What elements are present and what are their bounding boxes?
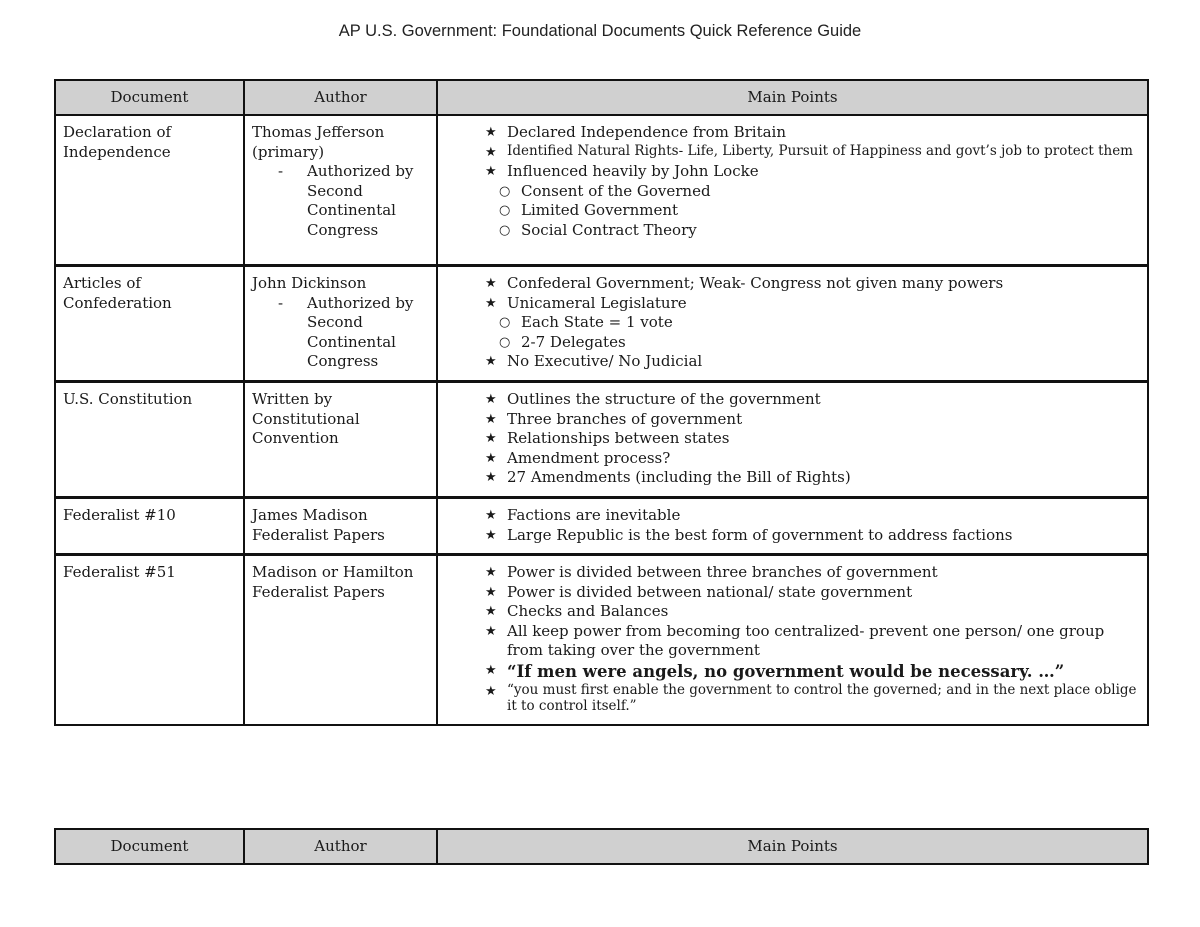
- author-cell: [244, 115, 437, 266]
- author-name: Thomas Jefferson (primary): [252, 123, 385, 161]
- list-item: ★ Confederal Government; Weak- Congress not given many powers: [485, 274, 1004, 292]
- author-cell: Madison or Hamilton Federalist Papers: [244, 555, 437, 726]
- star-icon: ★: [485, 508, 497, 523]
- list-item: ○ Social Contract Theory: [499, 220, 697, 239]
- star-icon: ★: [485, 527, 497, 543]
- document-cell: Declaration of Independence: [55, 115, 244, 266]
- author-cell: James Madison Federalist Papers: [244, 498, 437, 555]
- author-cell: [244, 266, 437, 382]
- dash-bullet: -: [278, 293, 284, 312]
- circle-bullet-icon: ○: [499, 203, 511, 218]
- main-points-cell: [437, 382, 1148, 498]
- list-item: ★ Three branches of government: [485, 409, 743, 428]
- table-row: [55, 498, 1148, 555]
- table-row: [55, 382, 1148, 498]
- table-row: [55, 555, 1148, 726]
- list-item: ○ 2-7 Delegates: [499, 332, 626, 351]
- star-icon: ★: [485, 392, 497, 407]
- list-item: ★ Relationships between states: [485, 429, 730, 447]
- header-main-points: Main Points: [437, 829, 1148, 864]
- list-item: ○ Consent of the Governed: [499, 181, 711, 200]
- header-document: Document: [55, 80, 244, 115]
- star-icon: ★: [485, 295, 497, 311]
- header-main-points: Main Points: [437, 80, 1148, 115]
- star-icon: ★: [485, 125, 497, 140]
- star-icon: ★: [485, 144, 497, 160]
- main-points-cell: [437, 115, 1148, 266]
- star-icon: ★: [485, 470, 497, 485]
- list-item: ★ “If men were angels, no government would be necessary. …”: [485, 661, 1065, 681]
- list-item: ★ Checks and Balances: [485, 602, 669, 620]
- list-item: ★ No Executive/ No Judicial: [485, 352, 703, 370]
- reference-table-continued: [54, 828, 1149, 865]
- document-cell: Federalist #10: [55, 498, 244, 555]
- star-icon: ★: [485, 411, 497, 427]
- circle-bullet-icon: ○: [499, 183, 511, 199]
- main-points-cell: [437, 498, 1148, 555]
- points-list: [445, 563, 1141, 714]
- header-author: Author: [244, 80, 437, 115]
- circle-bullet-icon: ○: [499, 222, 511, 238]
- list-item: ★ 27 Amendments (including the Bill of Rights): [485, 468, 851, 486]
- star-icon: ★: [485, 276, 497, 291]
- subpoints-list: [445, 182, 1141, 241]
- document-cell: Articles of Confederation: [55, 266, 244, 382]
- author-name: John Dickinson: [252, 274, 367, 292]
- author-sub-text: Authorized by Second Continental Congress: [307, 162, 414, 239]
- points-list: [445, 274, 1141, 313]
- points-list: [445, 123, 1141, 182]
- author-sub: [252, 162, 430, 240]
- list-item: ★ All keep power from becoming too centralized- prevent one person/ one group from taking over the government: [485, 621, 1105, 659]
- list-item: ★ Large Republic is the best form of government to address factions: [485, 525, 1013, 544]
- subpoints-list: [445, 313, 1141, 352]
- star-icon: ★: [485, 431, 497, 446]
- star-icon: ★: [485, 604, 497, 619]
- list-item: ★ Unicameral Legislature: [485, 293, 687, 312]
- list-item: ★ Power is divided between three branches of government: [485, 563, 938, 581]
- star-icon: ★: [485, 565, 497, 580]
- list-item: ○ Each State = 1 vote: [499, 313, 673, 331]
- list-item: ★ Factions are inevitable: [485, 506, 681, 524]
- document-cell: Federalist #51: [55, 555, 244, 726]
- points-list: [445, 352, 1141, 372]
- table-row: [55, 115, 1148, 266]
- dash-bullet: -: [278, 162, 284, 180]
- star-icon: ★: [485, 584, 497, 600]
- star-icon: ★: [485, 683, 497, 699]
- main-points-cell: [437, 555, 1148, 726]
- document-cell: U.S. Constitution: [55, 382, 244, 498]
- star-icon: ★: [485, 354, 497, 369]
- author-cell: Written by Constitutional Convention: [244, 382, 437, 498]
- list-item: ★ Outlines the structure of the government: [485, 390, 821, 408]
- list-item: ★ Declared Independence from Britain: [485, 123, 787, 141]
- list-item: ★ “you must first enable the government to control the governed; and in the next place oblige it to control itself.”: [485, 681, 1137, 714]
- header-document: Document: [55, 829, 244, 864]
- list-item: ★ Amendment process?: [485, 448, 671, 467]
- circle-bullet-icon: ○: [499, 334, 511, 350]
- table-row: [55, 266, 1148, 382]
- author-sub-text: Authorized by Second Continental Congress: [307, 293, 414, 370]
- header-row: [55, 80, 1148, 115]
- circle-bullet-icon: ○: [499, 315, 511, 330]
- list-item: ★ Influenced heavily by John Locke: [485, 162, 759, 180]
- points-list: [445, 506, 1141, 545]
- header-author: Author: [244, 829, 437, 864]
- star-icon: ★: [485, 623, 497, 639]
- star-icon: ★: [485, 662, 497, 678]
- star-icon: ★: [485, 164, 497, 179]
- main-points-cell: [437, 266, 1148, 382]
- points-list: [445, 390, 1141, 488]
- reference-table: [54, 79, 1149, 726]
- list-item: ○ Limited Government: [499, 201, 679, 219]
- star-icon: ★: [485, 450, 497, 466]
- list-item: ★ Identified Natural Rights- Life, Liberty, Pursuit of Happiness and govt’s job to protect them: [485, 143, 1141, 163]
- page-title: AP U.S. Government: Foundational Documents Quick Reference Guide: [338, 22, 862, 40]
- author-sub: [252, 294, 430, 372]
- list-item: ★ Power is divided between national/ state government: [485, 582, 913, 601]
- header-row: [55, 829, 1148, 864]
